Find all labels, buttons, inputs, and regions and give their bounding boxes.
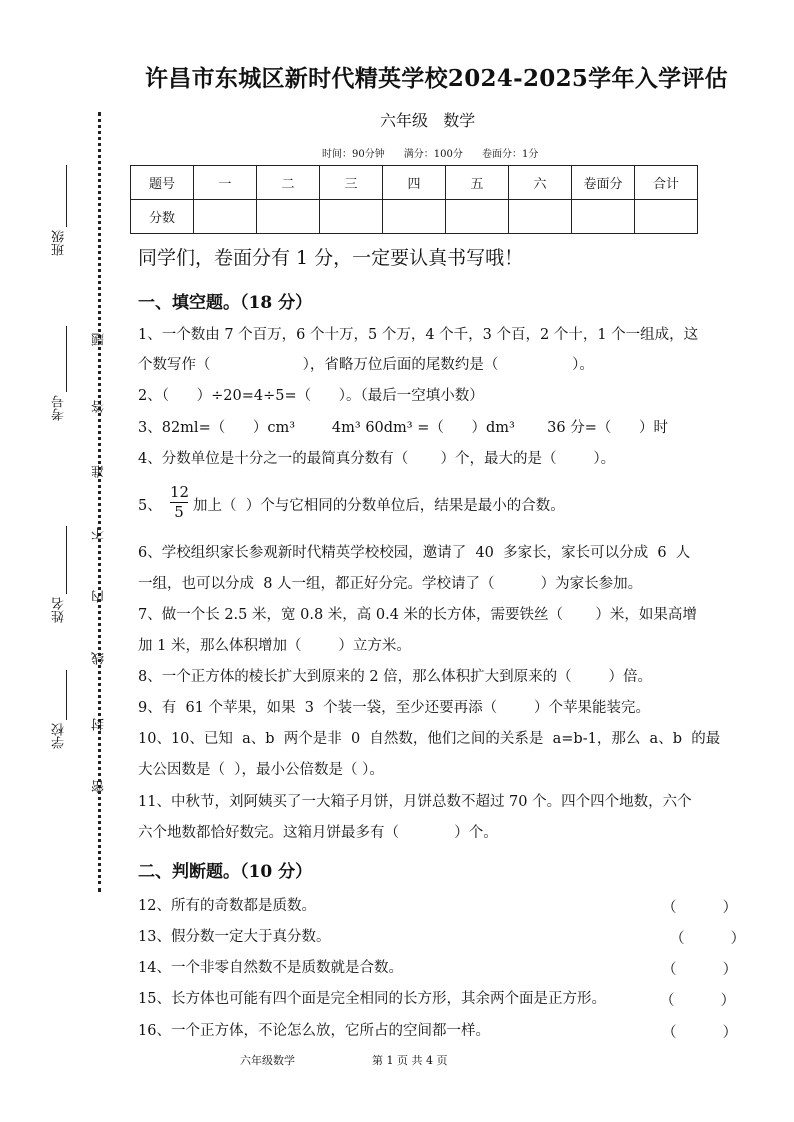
score-cell-header: 五 (446, 166, 509, 200)
score-cell-header: 六 (509, 166, 572, 200)
score-row-label: 分数 (131, 200, 194, 234)
answer-blank-13[interactable]: （ ） (670, 931, 746, 947)
answer-blank-14[interactable]: （ ） (662, 962, 738, 978)
score-cell-empty[interactable] (572, 200, 635, 234)
question-10-line-2: 大公因数是（ ），最小公倍数是（ ）。 (138, 762, 384, 778)
score-table (130, 165, 698, 234)
exam-number-label: 考号 (52, 395, 67, 421)
question-6-line-2: 一组，也可以分成 8 人一组，都正好分完。学校请了（ ）为家长参加。 (138, 576, 643, 592)
question-1-line-1: 1、一个数由 7 个百万，6 个十万，5 个万，4 个千，3 个百，2 个十，1 个一组成，这 (138, 327, 699, 343)
score-cell-empty[interactable] (446, 200, 509, 234)
seal-char: 不 (92, 527, 107, 540)
question-7-line-1: 7、做一个长 2.5 米，宽 0.8 米，高 0.4 米的长方体，需要铁丝（ ）米，如果高增 (138, 607, 697, 623)
seal-char: 内 (92, 590, 107, 603)
question-5-text: 加上（ ）个与它相同的分数单位后，结果是最小的合数。 (193, 498, 565, 514)
question-5-fraction (170, 484, 188, 521)
exam-time-info: 时间：90分钟 满分：100分 卷面分：1分 (322, 149, 539, 160)
name-label: 姓名 (52, 597, 67, 623)
footer-grade-subject: 六年级数学 (240, 1054, 295, 1067)
score-cell-empty[interactable] (509, 200, 572, 234)
name-underline[interactable] (66, 526, 67, 594)
score-cell-header: 卷面分 (572, 166, 635, 200)
score-cell-empty[interactable] (320, 200, 383, 234)
answer-blank-12[interactable]: （ ） (662, 900, 738, 916)
question-1-line-2: 个数写作（ ），省略万位后面的尾数约是（ ）。 (138, 357, 594, 373)
score-cell-header: 三 (320, 166, 383, 200)
answer-blank-16[interactable]: （ ） (662, 1025, 738, 1041)
seal-dotted-line (98, 112, 101, 892)
score-cell-empty[interactable] (257, 200, 320, 234)
class-label: 班级 (52, 230, 67, 256)
question-7-line-2: 加 1 米，那么体积增加（ ）立方米。 (138, 638, 411, 654)
section-fill-title: 一、填空题。（18 分） (138, 293, 313, 313)
question-13: 13、假分数一定大于真分数。 (138, 929, 331, 945)
question-2: 2、（ ）÷20=4÷5=（ ）。（最后一空填小数） (138, 388, 484, 404)
question-10-line-1: 10、10、已知 a、b 两个是非 0 自然数，他们之间的关系是 a=b-1，那么 a、b 的最 (138, 731, 721, 747)
seal-char: 密 (92, 780, 107, 793)
score-cell-empty[interactable] (194, 200, 257, 234)
question-14: 14、一个非零自然数不是质数就是合数。 (138, 960, 403, 976)
score-cell-empty[interactable] (635, 200, 698, 234)
question-4: 4、分数单位是十分之一的最简真分数有（ ）个，最大的是（ ）。 (138, 451, 616, 467)
seal-char: 封 (92, 718, 107, 731)
question-5-prefix: 5、 (138, 498, 162, 514)
score-table-score-row (131, 200, 698, 234)
question-8: 8、一个正方体的棱长扩大到原来的 2 倍，那么体积扩大到原来的（ ）倍。 (138, 669, 653, 685)
page-number: 第 1 页 共 4 页 (372, 1054, 448, 1067)
question-12: 12、所有的奇数都是质数。 (138, 898, 316, 914)
score-cell-header: 题号 (131, 166, 194, 200)
section-judge-title: 二、判断题。（10 分） (138, 862, 313, 882)
question-11-line-2: 六个地数都恰好数完。这箱月饼最多有（ ）个。 (138, 825, 498, 841)
score-cell-header: 一 (194, 166, 257, 200)
intro-note: 同学们，卷面分有 1 分，一定要认真书写哦！ (138, 247, 524, 269)
fraction-numerator: 12 (170, 483, 190, 501)
question-15: 15、长方体也可能有四个面是完全相同的长方形，其余两个面是正方形。 (138, 991, 606, 1007)
score-cell-header: 二 (257, 166, 320, 200)
question-16: 16、一个正方体，不论怎么放，它所占的空间都一样。 (138, 1023, 490, 1039)
score-cell-header: 四 (383, 166, 446, 200)
score-cell-header: 合计 (635, 166, 698, 200)
score-table-header-row (131, 166, 698, 200)
score-cell-empty[interactable] (383, 200, 446, 234)
fraction-denominator: 5 (174, 503, 184, 521)
school-underline[interactable] (66, 670, 67, 720)
question-9: 9、有 61 个苹果，如果 3 个装一袋，至少还要再添（ ）个苹果能装完。 (138, 700, 651, 716)
exam-number-underline[interactable] (66, 326, 67, 392)
exam-title: 许昌市东城区新时代精英学校2024-2025学年入学评估 (145, 65, 728, 92)
question-6-line-1: 6、学校组织家长参观新时代精英学校校园，邀请了 40 多家长，家长可以分成 6 人 (138, 545, 691, 561)
seal-char: 线 (92, 652, 107, 665)
seal-char: 准 (92, 465, 107, 478)
class-underline[interactable] (66, 165, 67, 227)
seal-char: 题 (92, 333, 107, 346)
school-label: 学校 (52, 723, 67, 749)
answer-blank-15[interactable]: （ ） (660, 993, 736, 1009)
seal-char: 答 (92, 400, 107, 413)
question-11-line-1: 11、中秋节，刘阿姨买了一大箱子月饼，月饼总数不超过 70 个。四个四个地数，六个 (138, 794, 692, 810)
exam-subtitle: 六年级 数学 (380, 111, 476, 130)
question-3: 3、82ml=（ ）cm³ 4m³ 60dm³ =（ ）dm³ 36 分=（ ）时 (138, 420, 668, 436)
